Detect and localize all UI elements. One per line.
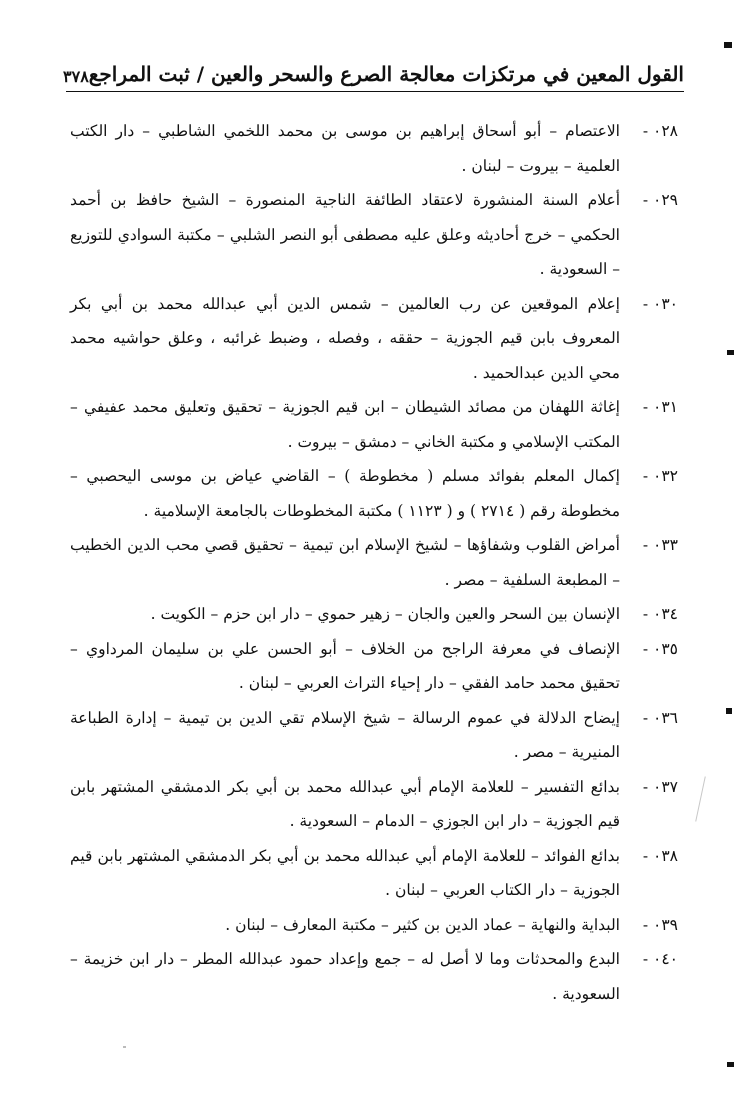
entry-text: إعلام الموقعين عن رب العالمين – شمس الدين أبي عبدالله محمد بن أبي بكر المعروف بابن قيم الجوزية – حققه ، وفصله ، وضبط غرائبه ، وعلق حواشيه محمد محي الدين عبدالحميد . xyxy=(70,294,620,382)
bibliography-entry xyxy=(70,183,678,287)
bibliography-entry xyxy=(70,839,678,908)
scan-artifact-dot xyxy=(123,1046,126,1048)
entry-text: البداية والنهاية – عماد الدين بن كثير – مكتبة المعارف – لبنان . xyxy=(225,915,620,934)
entry-number: ٠٣٥ - xyxy=(642,639,678,658)
entry-number: ٠٣٤ - xyxy=(642,605,678,623)
header-rule xyxy=(66,91,684,92)
entry-number: ٠٣٠ - xyxy=(642,294,678,313)
entry-number: ٠٣٩ - xyxy=(642,915,678,934)
scan-edge-mark xyxy=(724,42,732,48)
bibliography-entry xyxy=(70,287,678,391)
bibliography-entry xyxy=(70,597,678,632)
bibliography-entry xyxy=(70,701,678,770)
scan-edge-mark xyxy=(727,1062,734,1067)
running-header xyxy=(63,46,684,90)
bibliography-entry xyxy=(70,942,678,1011)
bibliography-entry xyxy=(70,528,678,597)
entry-number: ٠٣٨ - xyxy=(642,846,678,865)
entry-text: أمراض القلوب وشفاؤها – لشيخ الإسلام ابن تيمية – تحقيق قصي محب الدين الخطيب – المطبعة السلفية – مصر . xyxy=(70,536,620,589)
entry-number: ٠٣٢ - xyxy=(642,467,678,485)
entry-text: إيضاح الدلالة في عموم الرسالة – شيخ الإسلام تقي الدين بن تيمية – إدارة الطباعة المنيرية – مصر . xyxy=(70,708,620,761)
entry-number: ٠٣٦ - xyxy=(642,708,678,727)
scan-edge-mark xyxy=(727,350,734,355)
scan-edge-mark xyxy=(726,708,732,714)
entry-number: ٠٢٨ - xyxy=(642,122,678,140)
scan-artifact-line xyxy=(695,776,706,821)
bibliography-entry xyxy=(70,114,678,183)
running-header-title: القول المعين في مرتكزات معالجة الصرع والسحر والعين / ثبت المراجع xyxy=(88,62,684,86)
entry-text: الإنسان بين السحر والعين والجان – زهير حموي – دار ابن حزم – الكويت . xyxy=(150,605,620,623)
entry-number: ٠٣١ - xyxy=(642,398,678,416)
entry-text: البدع والمحدثات وما لا أصل له – جمع وإعداد حمود عبدالله المطر – دار ابن خزيمة – السعودية . xyxy=(70,950,620,1003)
page-number: ٣٧٨ xyxy=(63,67,89,86)
entry-text: أعلام السنة المنشورة لاعتقاد الطائفة الناجية المنصورة – الشيخ حافظ بن أحمد الحكمي – خرج أحاديثه وعلق عليه مصطفى أبو النصر الشلبي – مكتبة السوادي للتوزيع – السعودية . xyxy=(70,191,620,278)
entry-number: ٠٢٩ - xyxy=(642,191,678,209)
entry-text: الاعتصام – أبو أسحاق إبراهيم بن موسى بن محمد اللخمي الشاطبي – دار الكتب العلمية – بيروت – لبنان . xyxy=(70,122,620,175)
entry-number: ٠٣٣ - xyxy=(642,536,678,554)
entry-number: ٠٣٧ - xyxy=(642,777,678,796)
entry-text: الإنصاف في معرفة الراجح من الخلاف – أبو الحسن علي بن سليمان المرداوي – تحقيق محمد حامد الفقي – دار إحياء التراث العربي – لبنان . xyxy=(70,639,620,692)
bibliography-list xyxy=(70,114,678,1011)
entry-number: ٠٤٠ - xyxy=(642,950,678,968)
entry-text: بدائع الفوائد – للعلامة الإمام أبي عبدالله محمد بن أبي بكر الدمشقي المشتهر بابن قيم الجوزية – دار الكتاب العربي – لبنان . xyxy=(70,846,620,899)
bibliography-entry xyxy=(70,632,678,701)
entry-text: إغاثة اللهفان من مصائد الشيطان – ابن قيم الجوزية – تحقيق وتعليق محمد عفيفي – المكتب الإسلامي و مكتبة الخاني – دمشق – بيروت . xyxy=(70,398,620,451)
entry-text: بدائع التفسير – للعلامة الإمام أبي عبدالله محمد بن أبي بكر الدمشقي المشتهر بابن قيم الجوزية – دار ابن الجوزي – الدمام – السعودية . xyxy=(70,777,620,830)
bibliography-entry xyxy=(70,770,678,839)
bibliography-entry xyxy=(70,459,678,528)
entry-text: إكمال المعلم بفوائد مسلم ( مخطوطة ) – القاضي عياض بن موسى اليحصبي – مخطوطة رقم ( ٢٧١٤ ) و ( ١١٢٣ ) مكتبة المخطوطات بالجامعة الإسلامية . xyxy=(70,467,620,520)
bibliography-entry xyxy=(70,908,678,943)
bibliography-entry xyxy=(70,390,678,459)
